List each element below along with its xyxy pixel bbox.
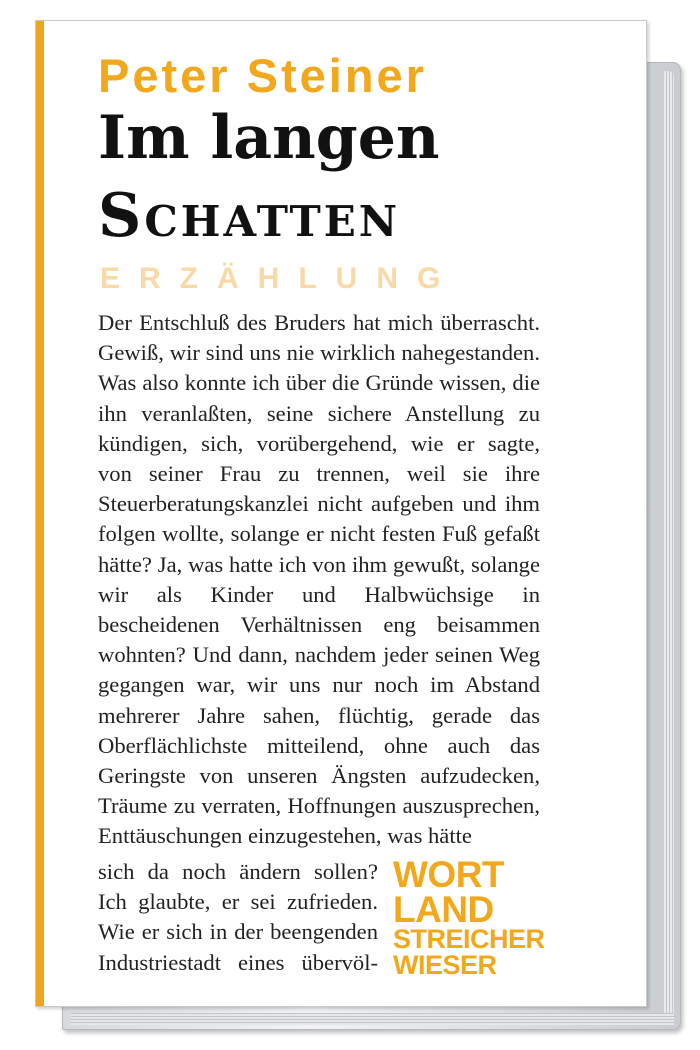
spine-strip: [36, 21, 44, 1006]
publisher-logo-word: WIESER: [393, 949, 497, 980]
blurb-text: Der Entschluß des Bruders hat mich überrascht. Gewiß, wir sind uns nie wirklich nahegestanden. Was also konnte ich über die Gründe wissen, die ihn veranlaßten, seine sichere Anstellung zu kündigen, sich, vorübergehend, wie er sagte, von seiner Frau zu trennen, weil sie ihre Steuerberatungskanzlei nicht aufgeben und ihm folgen wollte, solange er nicht festen Fuß gefaßt hätte? Ja, was hatte ich von ihm gewußt, solange wir als Kinder und Halbwüchsige in bescheidenen Verhältnissen eng beisammen wohnten? Und dann, nachdem jeder seinen Weg gegangen war, wir uns nur noch im Abstand mehrerer Jahre sahen, flüchtig, gerade das Oberflächlichste mitteilend, ohne auch das Geringste von unseren Ängsten aufzudecken, Träume zu verraten, Hoffnungen auszusprechen, Enttäuschungen einzugestehen, was hätte: [98, 310, 540, 849]
page-edge-bottom: [71, 1013, 674, 1025]
author-name: Peter Steiner: [98, 49, 427, 102]
book-title-line-2: Schatten: [98, 181, 401, 251]
publisher-logo-word: STREICHER: [393, 924, 545, 955]
page-edge-right: [664, 71, 674, 1021]
blurb-line: Industriestadt eines übervöl-: [98, 949, 378, 975]
genre-label: ERZÄHLUNG: [100, 262, 460, 295]
publisher-logo-word: LAND: [393, 889, 494, 931]
blurb-line: Wie er sich in der beengenden: [98, 919, 378, 945]
publisher-logo-word: WORT: [393, 854, 505, 895]
publisher-logo: [393, 854, 545, 980]
book-title-line-1: Im langen: [98, 103, 440, 173]
blurb-line: sich da noch ändern sollen?: [98, 859, 378, 884]
blurb-line: Ich glaubte, er sei zufrieden.: [98, 889, 378, 915]
blurb-text-continuation: [98, 857, 378, 978]
